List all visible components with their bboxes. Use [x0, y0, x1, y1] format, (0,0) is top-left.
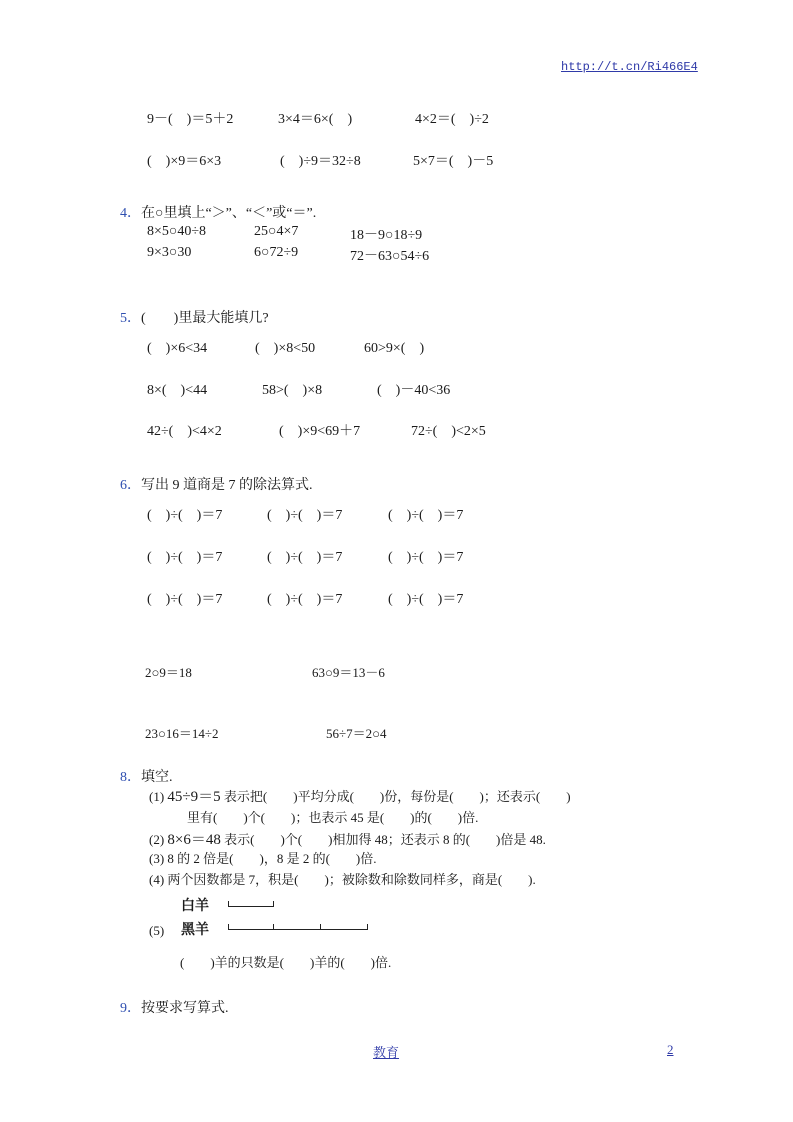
q4-item-2-2: 6○72÷9 [254, 245, 299, 260]
question-6-heading [120, 474, 313, 494]
black-segment-tick-2 [273, 924, 274, 930]
q8-line-2-prefix: (2) [149, 832, 165, 847]
question-9-number: 9． [120, 1001, 141, 1016]
q6-item-3-3: ( )÷( )＝7 [388, 592, 464, 607]
intro-eq-2-1: ( )×9＝6×3 [147, 154, 222, 169]
q8-line-2-text: 表示( )个( )相加得 48；还表示 8 的( )倍是 48. [224, 832, 546, 847]
black-segment-tick-3 [320, 924, 321, 930]
q4-item-1-3: 18－9○18÷9 [350, 228, 423, 243]
intro-eq-1-1: 9－( )＝5＋2 [147, 112, 234, 127]
intro-eq-2-2: ( )÷9＝32÷8 [280, 154, 361, 169]
intro-eq-1-3: 4×2＝( )÷2 [415, 112, 489, 127]
q6-item-1-1: ( )÷( )＝7 [147, 508, 223, 523]
footer-center-link[interactable]: 教育 [373, 1045, 400, 1060]
black-sheep-label: 黑羊 [181, 922, 209, 938]
question-8-heading [120, 766, 173, 786]
q7-item-1-2: 63○9＝13－6 [312, 665, 385, 680]
q4-item-1-2: 25○4×7 [254, 224, 299, 239]
question-6-title: 写出 9 道商是 7 的除法算式. [141, 478, 313, 493]
question-9-heading [120, 997, 229, 1017]
q7-item-1-1: 2○9＝18 [145, 665, 192, 680]
q5-item-3-3: 72÷( )<2×5 [411, 424, 486, 439]
question-8-title: 填空. [141, 770, 173, 785]
q5-item-2-2: 58>( )×8 [262, 383, 323, 398]
question-8-number: 8． [120, 770, 141, 785]
white-sheep-label: 白羊 [181, 898, 209, 914]
footer-page-number[interactable]: 2 [667, 1042, 674, 1057]
q8-line-1-expr: 45÷9＝5 [167, 789, 221, 805]
q6-item-3-2: ( )÷( )＝7 [267, 592, 343, 607]
q4-item-2-3: 72－63○54÷6 [350, 249, 430, 264]
q5-item-3-1: 42÷( )<4×2 [147, 424, 222, 439]
q8-line-1b: 里有( )个( )；也表示 45 是( )的( )倍. [187, 810, 479, 825]
q6-item-1-2: ( )÷( )＝7 [267, 508, 343, 523]
question-9-title: 按要求写算式. [141, 1001, 229, 1016]
intro-eq-2-3: 5×7＝( )－5 [413, 154, 494, 169]
q8-line-5-prefix: (5) [149, 923, 165, 938]
q8-line-4: (4) 两个因数都是 7，积是( )；被除数和除数同样多，商是( ). [149, 872, 536, 887]
question-6-number: 6． [120, 478, 141, 493]
q8-line-5-text: ( )羊的只数是( )羊的( )倍. [180, 955, 392, 970]
header-url-link[interactable]: http://t.cn/Ri466E4 [561, 60, 698, 74]
question-4-heading [120, 202, 316, 222]
question-4-title: 在○里填上“＞”、“＜”或“＝”. [141, 206, 317, 221]
white-segment-tick-end [273, 901, 274, 907]
q8-line-1 [149, 785, 571, 806]
q5-item-3-2: ( )×9<69＋7 [279, 424, 361, 439]
white-segment-tick-start [228, 901, 229, 907]
q8-line-2 [149, 828, 546, 849]
q6-item-2-2: ( )÷( )＝7 [267, 550, 343, 565]
q5-item-1-3: 60>9×( ) [364, 341, 425, 356]
q5-item-2-3: ( )－40<36 [377, 383, 451, 398]
black-segment-line [228, 929, 368, 930]
black-segment-tick-1 [228, 924, 229, 930]
q7-item-2-1: 23○16＝14÷2 [145, 726, 219, 741]
q6-item-2-3: ( )÷( )＝7 [388, 550, 464, 565]
q4-item-2-1: 9×3○30 [147, 245, 192, 260]
question-5-number: 5． [120, 311, 141, 326]
q8-line-1-text: 表示把( )平均分成( )份，每份是( )；还表示( ) [223, 789, 571, 804]
q8-line-3: (3) 8 的 2 倍是( )，8 是 2 的( )倍. [149, 851, 377, 866]
q5-item-2-1: 8×( )<44 [147, 383, 208, 398]
q5-item-1-2: ( )×8<50 [255, 341, 316, 356]
q8-line-1-prefix: (1) [149, 789, 165, 804]
question-4-number: 4． [120, 206, 141, 221]
q6-item-2-1: ( )÷( )＝7 [147, 550, 223, 565]
q6-item-1-3: ( )÷( )＝7 [388, 508, 464, 523]
white-segment-line [228, 906, 273, 907]
q7-item-2-2: 56÷7＝2○4 [326, 726, 387, 741]
q6-item-3-1: ( )÷( )＝7 [147, 592, 223, 607]
question-5-title: ( )里最大能填几? [141, 311, 269, 326]
intro-eq-1-2: 3×4＝6×( ) [278, 112, 353, 127]
black-segment-tick-4 [367, 924, 368, 930]
q5-item-1-1: ( )×6<34 [147, 341, 208, 356]
question-5-heading [120, 307, 269, 327]
q8-line-2-expr: 8×6＝48 [167, 832, 221, 848]
q4-item-1-1: 8×5○40÷8 [147, 224, 207, 239]
